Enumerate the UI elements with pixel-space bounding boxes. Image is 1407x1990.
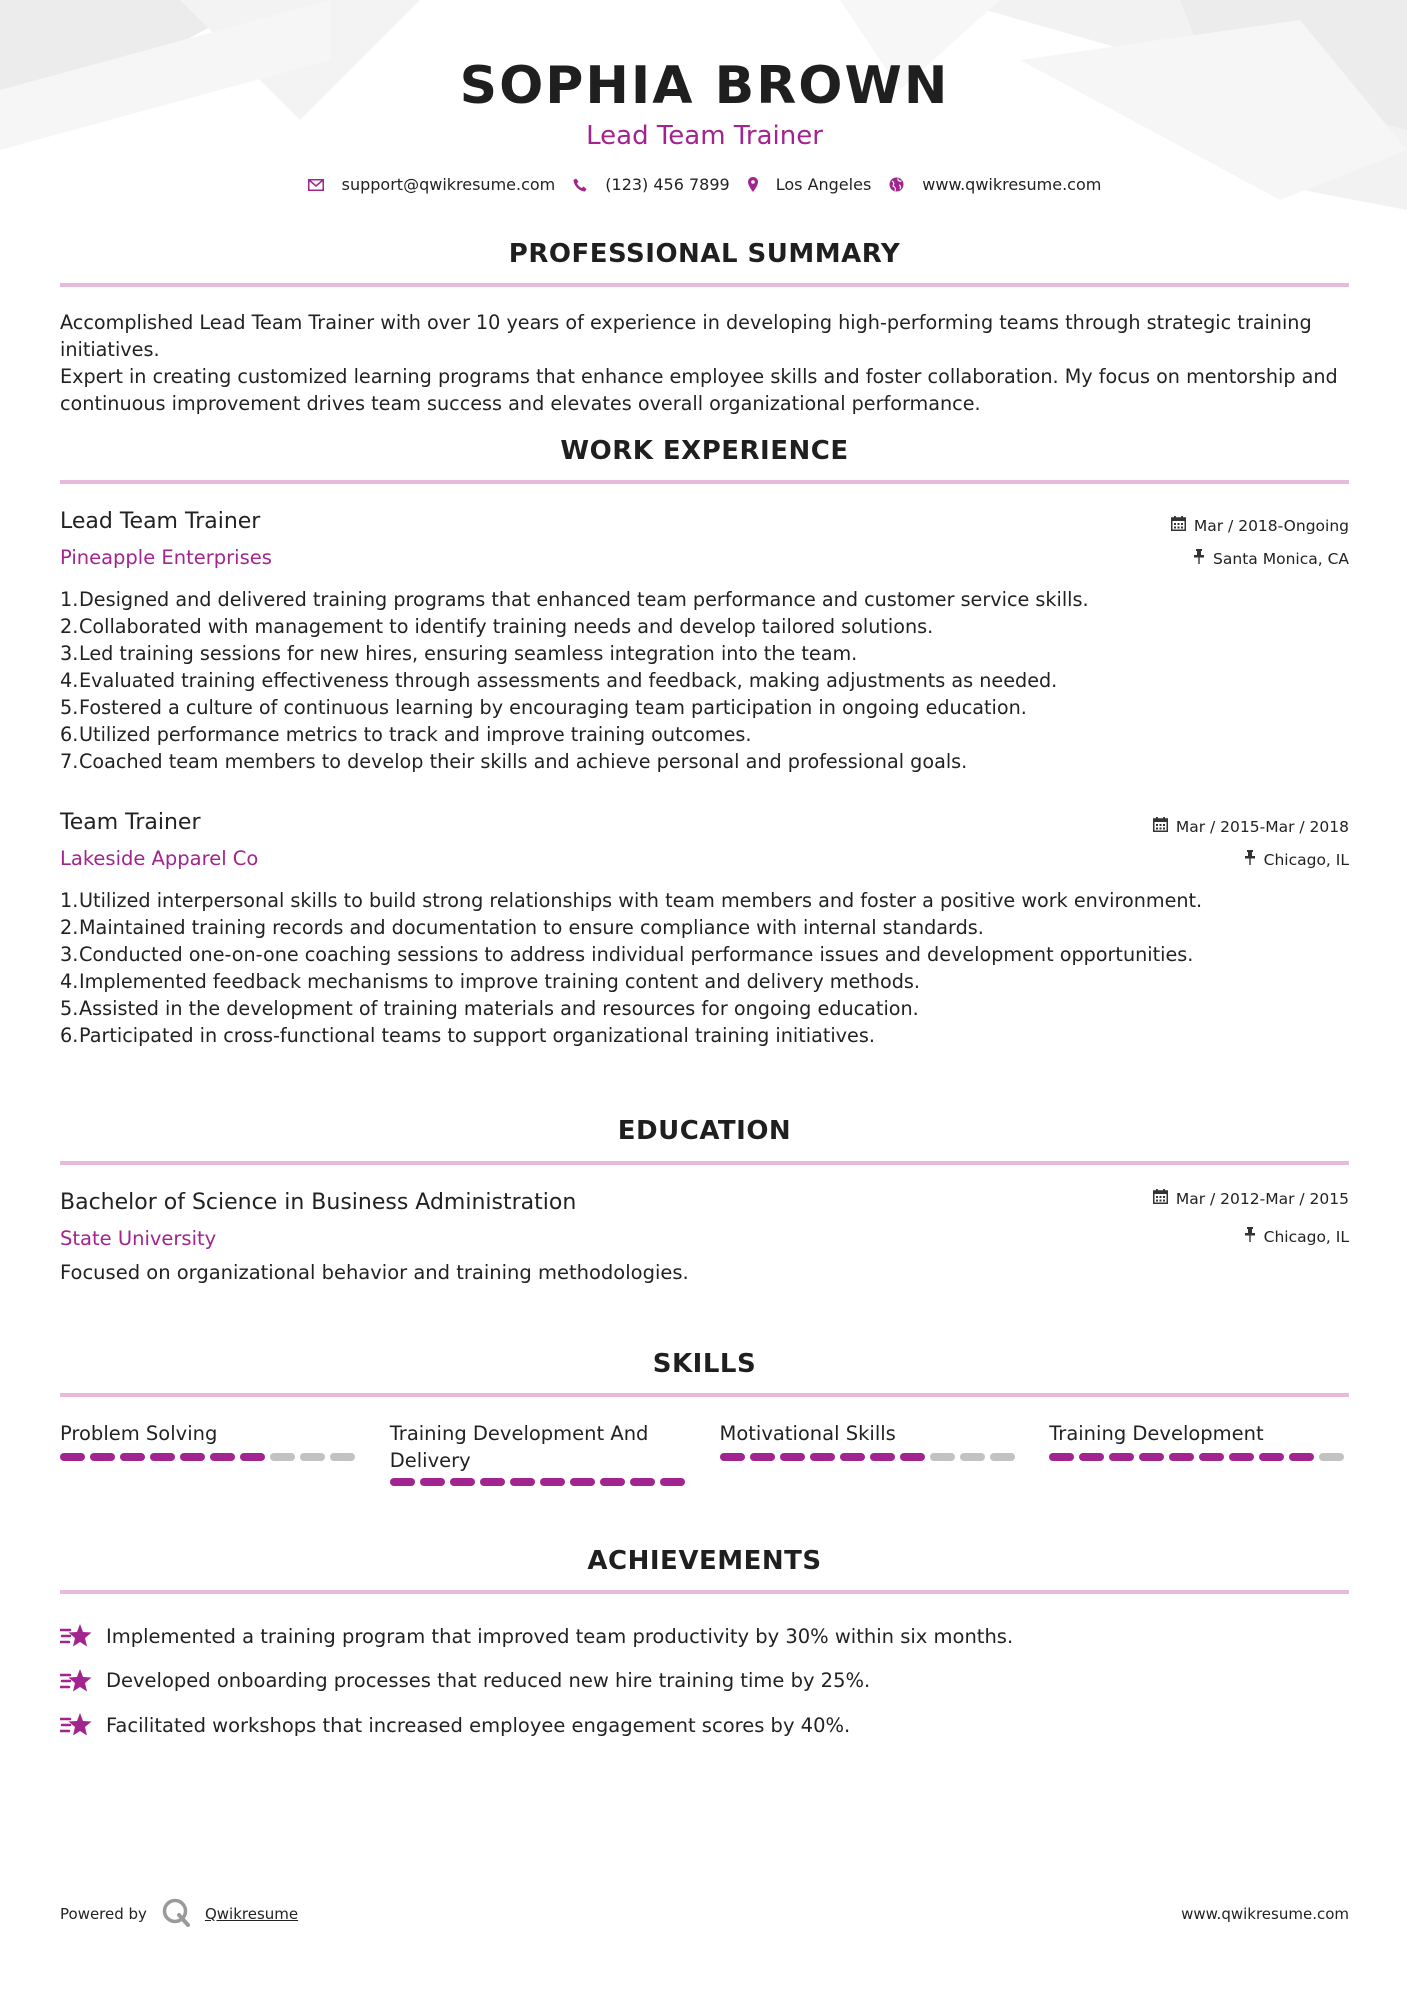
- calendar-icon: [1171, 516, 1186, 535]
- skill-segment-filled: [180, 1453, 205, 1461]
- job-dates: [1153, 817, 1349, 836]
- education-dates: [1153, 1189, 1349, 1208]
- summary-line: Expert in creating customized learning programs that enhance employee skills and foster collaboration. My focus on mentorship and: [60, 365, 1338, 388]
- pin-icon: [1244, 1227, 1256, 1246]
- powered-by-label: Powered by: [60, 1905, 147, 1923]
- achievements-heading: ACHIEVEMENTS: [587, 1546, 822, 1576]
- summary-text: [60, 309, 1349, 417]
- skill-segment-filled: [150, 1453, 175, 1461]
- skill-segment-filled: [1079, 1453, 1104, 1461]
- education-dates-text: Mar / 2012-Mar / 2015: [1175, 1189, 1349, 1208]
- summary-line: continuous improvement drives team success and elevates overall organizational performance.: [60, 392, 981, 415]
- job-bullet: 4. Implemented feedback mechanisms to improve training content and delivery methods.: [60, 970, 920, 993]
- job-dates-text: Mar / 2018-Ongoing: [1193, 516, 1349, 535]
- achievements-list: [60, 1614, 1349, 1748]
- skill-segment-empty: [1319, 1453, 1344, 1461]
- skill-segment-filled: [90, 1453, 115, 1461]
- skills-grid: [60, 1420, 1349, 1486]
- education-description: Focused on organizational behavior and training methodologies.: [60, 1261, 689, 1284]
- contact-bar: [60, 175, 1349, 194]
- skill-segment-filled: [750, 1453, 775, 1461]
- education-location-text: Chicago, IL: [1263, 1227, 1349, 1246]
- shooting-star-icon: [60, 1712, 106, 1738]
- education-degree: Bachelor of Science in Business Administration: [60, 1190, 577, 1215]
- skill-segment-filled: [510, 1478, 535, 1486]
- skill-item: [1049, 1420, 1349, 1486]
- globe-icon: [889, 177, 904, 192]
- skill-segment-filled: [570, 1478, 595, 1486]
- skill-level-bar: [390, 1478, 690, 1486]
- achievement-text: Developed onboarding processes that reduced new hire training time by 25%.: [106, 1669, 871, 1693]
- skill-segment-filled: [780, 1453, 805, 1461]
- contact-email[interactable]: [308, 175, 556, 194]
- candidate-title: Lead Team Trainer: [586, 121, 823, 151]
- skill-segment-filled: [450, 1478, 475, 1486]
- skill-segment-filled: [1109, 1453, 1134, 1461]
- footer-website[interactable]: www.qwikresume.com: [1181, 1905, 1349, 1923]
- skill-level-bar: [1049, 1453, 1349, 1461]
- job-bullet: 7. Coached team members to develop their skills and achieve personal and professional goals.: [60, 750, 968, 773]
- skill-segment-filled: [60, 1453, 85, 1461]
- skill-segment-filled: [240, 1453, 265, 1461]
- skill-segment-empty: [930, 1453, 955, 1461]
- job-bullet: 5. Fostered a culture of continuous learning by encouraging team participation in ongoing education.: [60, 696, 1027, 719]
- skill-level-bar: [720, 1453, 1020, 1461]
- job-location-text: Santa Monica, CA: [1213, 549, 1349, 568]
- contact-location-text: Los Angeles: [775, 175, 872, 194]
- skills-divider: [60, 1393, 1349, 1397]
- skills-heading: SKILLS: [652, 1349, 757, 1379]
- contact-email-text: support@qwikresume.com: [341, 175, 556, 194]
- job-bullet: 2. Maintained training records and documentation to ensure compliance with internal standards.: [60, 916, 984, 939]
- job-location: [1193, 549, 1349, 568]
- skill-segment-filled: [1259, 1453, 1284, 1461]
- footer-powered-by: [60, 1897, 298, 1931]
- calendar-icon: [1153, 1189, 1168, 1208]
- education-divider: [60, 1161, 1349, 1165]
- job-bullet: 5. Assisted in the development of training materials and resources for ongoing education.: [60, 997, 919, 1020]
- contact-phone[interactable]: [573, 175, 729, 194]
- job-bullet: 1. Utilized interpersonal skills to build strong relationships with team members and foster a positive work environment.: [60, 889, 1203, 912]
- pin-icon: [1193, 549, 1205, 568]
- achievements-divider: [60, 1590, 1349, 1594]
- skill-segment-filled: [600, 1478, 625, 1486]
- job-company: Pineapple Enterprises: [60, 546, 272, 569]
- summary-divider: [60, 283, 1349, 287]
- skill-segment-filled: [660, 1478, 685, 1486]
- skill-segment-filled: [390, 1478, 415, 1486]
- skill-segment-filled: [870, 1453, 895, 1461]
- achievement-item: [60, 1659, 1349, 1704]
- skill-segment-filled: [120, 1453, 145, 1461]
- shooting-star-icon: [60, 1668, 106, 1694]
- contact-location: [748, 175, 872, 194]
- contact-website-text: www.qwikresume.com: [922, 175, 1102, 194]
- job-bullet: 3. Conducted one-on-one coaching sessions to address individual performance issues and development opportunities.: [60, 943, 1194, 966]
- skill-segment-filled: [480, 1478, 505, 1486]
- job-bullet: 6. Utilized performance metrics to track and improve training outcomes.: [60, 723, 752, 746]
- job-bullets: [60, 887, 1349, 1049]
- skill-segment-filled: [540, 1478, 565, 1486]
- shooting-star-icon: [60, 1623, 106, 1649]
- job-bullet: 3. Led training sessions for new hires, ensuring seamless integration into the team.: [60, 642, 858, 665]
- skill-item: [720, 1420, 1020, 1486]
- skill-segment-empty: [960, 1453, 985, 1461]
- skill-segment-filled: [1139, 1453, 1164, 1461]
- achievement-item: [60, 1703, 1349, 1748]
- job-dates: [1171, 516, 1349, 535]
- calendar-icon: [1153, 817, 1168, 836]
- skill-segment-empty: [300, 1453, 325, 1461]
- skill-name: Motivational Skills: [719, 1422, 896, 1445]
- skill-segment-filled: [810, 1453, 835, 1461]
- skill-level-bar: [60, 1453, 360, 1461]
- skill-segment-filled: [1229, 1453, 1254, 1461]
- skill-segment-filled: [420, 1478, 445, 1486]
- experience-heading: WORK EXPERIENCE: [560, 436, 849, 466]
- skill-segment-filled: [900, 1453, 925, 1461]
- skill-name: Training Development: [1049, 1422, 1264, 1445]
- skill-segment-empty: [270, 1453, 295, 1461]
- skill-segment-filled: [210, 1453, 235, 1461]
- education-school: State University: [60, 1227, 217, 1250]
- experience-divider: [60, 480, 1349, 484]
- skill-segment-filled: [1199, 1453, 1224, 1461]
- job-bullet: 4. Evaluated training effectiveness through assessments and feedback, making adjustments as needed.: [60, 669, 1058, 692]
- job-title: Team Trainer: [60, 810, 201, 835]
- education-location: [1244, 1227, 1349, 1246]
- skill-item: [390, 1420, 690, 1486]
- skill-segment-filled: [630, 1478, 655, 1486]
- job-location: [1244, 850, 1349, 869]
- job-location-text: Chicago, IL: [1263, 850, 1349, 869]
- envelope-icon: [308, 179, 324, 191]
- skill-segment-filled: [1049, 1453, 1074, 1461]
- skill-segment-empty: [990, 1453, 1015, 1461]
- skill-segment-empty: [330, 1453, 355, 1461]
- achievement-item: [60, 1614, 1349, 1659]
- achievement-text: Implemented a training program that improved team productivity by 30% within six months.: [106, 1624, 1014, 1648]
- qwikresume-logo-icon: [161, 1897, 191, 1931]
- candidate-name: SOPHIA BROWN: [459, 56, 950, 116]
- skill-name: Problem Solving: [60, 1422, 218, 1445]
- skill-segment-filled: [840, 1453, 865, 1461]
- job-bullet: 6. Participated in cross-functional teams to support organizational training initiatives.: [60, 1024, 875, 1047]
- map-marker-icon: [748, 177, 758, 192]
- education-heading: EDUCATION: [617, 1116, 792, 1146]
- summary-heading: PROFESSIONAL SUMMARY: [508, 239, 901, 269]
- achievement-text: Facilitated workshops that increased employee engagement scores by 40%.: [106, 1713, 851, 1737]
- skill-item: [60, 1420, 360, 1486]
- qwikresume-link[interactable]: Qwikresume: [204, 1905, 299, 1923]
- job-bullets: [60, 586, 1349, 775]
- job-company: Lakeside Apparel Co: [60, 847, 259, 870]
- job-bullet: 2. Collaborated with management to identify training needs and develop tailored solutions.: [60, 615, 934, 638]
- job-title: Lead Team Trainer: [60, 509, 261, 534]
- contact-phone-text: (123) 456 7899: [605, 175, 730, 194]
- job-dates-text: Mar / 2015-Mar / 2018: [1175, 817, 1349, 836]
- skill-segment-filled: [1289, 1453, 1314, 1461]
- phone-icon: [573, 178, 587, 192]
- skill-segment-filled: [720, 1453, 745, 1461]
- job-bullet: 1. Designed and delivered training programs that enhanced team performance and customer service skills.: [60, 588, 1089, 611]
- skill-name: Training Development And Delivery: [389, 1422, 649, 1472]
- skill-segment-filled: [1169, 1453, 1194, 1461]
- contact-website[interactable]: [889, 175, 1101, 194]
- pin-icon: [1244, 850, 1256, 869]
- summary-line: Accomplished Lead Team Trainer with over 10 years of experience in developing high-performing teams through strategic training initiatives.: [60, 311, 1312, 361]
